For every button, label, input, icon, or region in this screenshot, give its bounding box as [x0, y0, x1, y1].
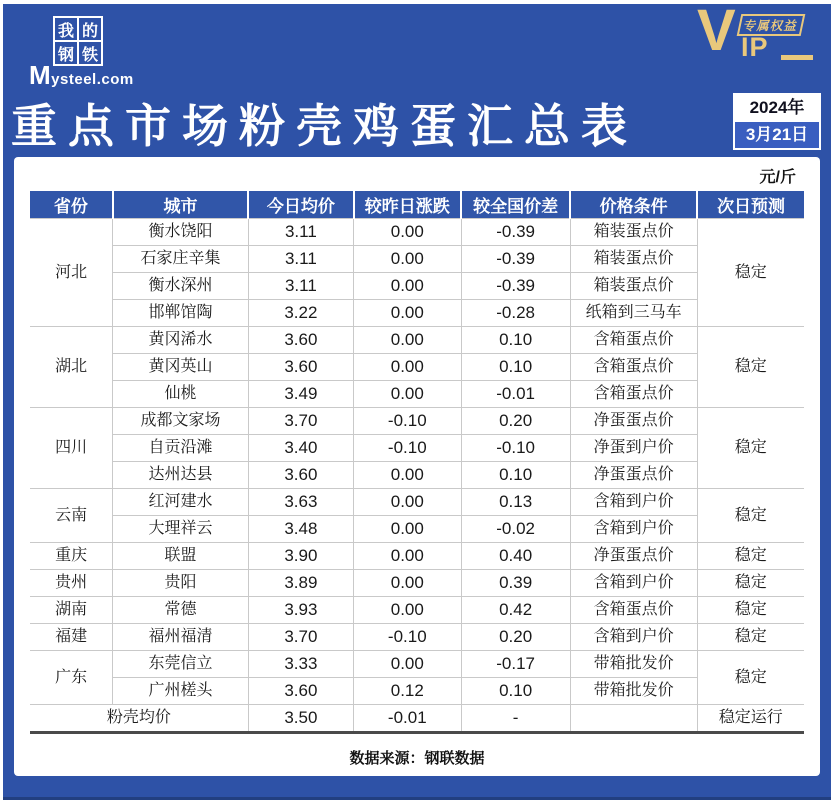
- avg-price-cell: 3.60: [248, 354, 353, 381]
- price-condition-cell: 含箱蛋点价: [570, 327, 697, 354]
- province-cell: 四川: [30, 408, 113, 489]
- page-background: [3, 0, 831, 800]
- city-cell: 自贡沿滩: [113, 435, 248, 462]
- avg-price-cell: 3.40: [248, 435, 353, 462]
- province-cell: 云南: [30, 489, 113, 543]
- table-wrapper: [30, 191, 804, 734]
- city-cell: 衡水深州: [113, 273, 248, 300]
- day-change-cell: -0.01: [354, 705, 462, 732]
- province-cell: 河北: [30, 219, 113, 327]
- price-condition-cell: [570, 705, 697, 732]
- avg-price-cell: 3.11: [248, 273, 353, 300]
- avg-price-cell: 3.49: [248, 381, 353, 408]
- column-header-3: 较昨日涨跌: [354, 191, 462, 219]
- day-change-cell: 0.00: [354, 462, 462, 489]
- table-row: [30, 597, 804, 624]
- city-cell: 黄冈浠水: [113, 327, 248, 354]
- logo-grid: [53, 16, 103, 66]
- price-condition-cell: 含箱到户价: [570, 570, 697, 597]
- day-change-cell: 0.00: [354, 651, 462, 678]
- vip-v-letter: V: [697, 0, 736, 63]
- price-condition-cell: 含箱蛋点价: [570, 381, 697, 408]
- price-condition-cell: 净蛋蛋点价: [570, 543, 697, 570]
- province-cell: 湖南: [30, 597, 113, 624]
- table-row: [30, 489, 804, 516]
- column-header-6: 次日预测: [697, 191, 804, 219]
- price-condition-cell: 箱装蛋点价: [570, 219, 697, 246]
- day-change-cell: 0.00: [354, 327, 462, 354]
- price-table: [30, 191, 804, 731]
- price-condition-cell: 纸箱到三马车: [570, 300, 697, 327]
- avg-price-cell: 3.63: [248, 489, 353, 516]
- day-change-cell: 0.00: [354, 273, 462, 300]
- avg-price-cell: 3.48: [248, 516, 353, 543]
- table-row: [30, 435, 804, 462]
- price-condition-cell: 含箱到户价: [570, 624, 697, 651]
- day-change-cell: 0.00: [354, 570, 462, 597]
- forecast-cell: 稳定: [697, 543, 804, 570]
- column-header-2: 今日均价: [248, 191, 353, 219]
- table-row: [30, 678, 804, 705]
- province-cell: 广东: [30, 651, 113, 705]
- logo-domain-text: Mysteel.com: [29, 60, 134, 90]
- day-change-cell: 0.00: [354, 543, 462, 570]
- price-condition-cell: 箱装蛋点价: [570, 273, 697, 300]
- city-cell: 达州达县: [113, 462, 248, 489]
- national-diff-cell: 0.20: [461, 624, 570, 651]
- city-cell: 广州槎头: [113, 678, 248, 705]
- column-header-0: 省份: [30, 191, 113, 219]
- city-cell: 贵阳: [113, 570, 248, 597]
- table-header-row: [30, 191, 804, 219]
- table-row: [30, 570, 804, 597]
- forecast-cell: 稳定: [697, 651, 804, 705]
- day-change-cell: -0.10: [354, 408, 462, 435]
- national-diff-cell: 0.42: [461, 597, 570, 624]
- column-header-5: 价格条件: [570, 191, 697, 219]
- city-cell: 常德: [113, 597, 248, 624]
- national-diff-cell: -0.39: [461, 219, 570, 246]
- table-row: [30, 624, 804, 651]
- province-cell: 贵州: [30, 570, 113, 597]
- national-diff-cell: 0.13: [461, 489, 570, 516]
- vip-ip-letters: IP: [741, 32, 769, 62]
- table-row: [30, 516, 804, 543]
- national-diff-cell: -0.39: [461, 246, 570, 273]
- column-header-4: 较全国价差: [461, 191, 570, 219]
- avg-price-cell: 3.90: [248, 543, 353, 570]
- city-cell: 大理祥云: [113, 516, 248, 543]
- forecast-cell: 稳定: [697, 408, 804, 489]
- forecast-cell: 稳定: [697, 489, 804, 543]
- logo-char: 钢: [55, 42, 77, 64]
- avg-price-cell: 3.22: [248, 300, 353, 327]
- national-diff-cell: -0.01: [461, 381, 570, 408]
- forecast-cell: 稳定运行: [697, 705, 804, 732]
- date-day: 3月21日: [735, 122, 819, 148]
- day-change-cell: -0.10: [354, 435, 462, 462]
- table-row: [30, 327, 804, 354]
- price-condition-cell: 含箱到户价: [570, 489, 697, 516]
- city-cell: 衡水饶阳: [113, 219, 248, 246]
- price-condition-cell: 带箱批发价: [570, 651, 697, 678]
- forecast-cell: 稳定: [697, 327, 804, 408]
- page-title: 重点市场粉壳鸡蛋汇总表: [11, 100, 638, 152]
- day-change-cell: 0.00: [354, 300, 462, 327]
- price-condition-cell: 净蛋到户价: [570, 435, 697, 462]
- table-row: [30, 273, 804, 300]
- vip-underline: [781, 55, 813, 60]
- vip-tagline: 专属权益: [737, 14, 806, 36]
- day-change-cell: -0.10: [354, 624, 462, 651]
- city-cell: 石家庄辛集: [113, 246, 248, 273]
- national-diff-cell: -0.10: [461, 435, 570, 462]
- logo-char: 我: [55, 18, 77, 40]
- national-diff-cell: 0.10: [461, 462, 570, 489]
- logo-char: 的: [79, 18, 101, 40]
- price-condition-cell: 箱装蛋点价: [570, 246, 697, 273]
- day-change-cell: 0.00: [354, 354, 462, 381]
- avg-price-cell: 3.60: [248, 327, 353, 354]
- city-cell: 东莞信立: [113, 651, 248, 678]
- province-cell: 福建: [30, 624, 113, 651]
- logo-char: 铁: [79, 42, 101, 64]
- national-diff-cell: 0.39: [461, 570, 570, 597]
- national-diff-cell: 0.20: [461, 408, 570, 435]
- province-cell: 湖北: [30, 327, 113, 408]
- table-row: [30, 381, 804, 408]
- data-source-note: 数据来源：钢联数据: [349, 750, 485, 767]
- avg-price-cell: 3.11: [248, 219, 353, 246]
- avg-price-cell: 3.60: [248, 678, 353, 705]
- unit-label: 元/斤: [759, 169, 796, 186]
- avg-price-cell: 3.60: [248, 462, 353, 489]
- avg-price-cell: 3.70: [248, 624, 353, 651]
- avg-price-cell: 3.50: [248, 705, 353, 732]
- table-row: [30, 543, 804, 570]
- day-change-cell: 0.00: [354, 246, 462, 273]
- date-year: 2024年: [735, 95, 819, 120]
- city-cell: 红河建水: [113, 489, 248, 516]
- table-card: [14, 157, 820, 776]
- price-condition-cell: 含箱蛋点价: [570, 597, 697, 624]
- avg-price-cell: 3.93: [248, 597, 353, 624]
- city-cell: 邯郸馆陶: [113, 300, 248, 327]
- city-cell: 福州福清: [113, 624, 248, 651]
- national-diff-cell: -0.17: [461, 651, 570, 678]
- price-condition-cell: 净蛋蛋点价: [570, 408, 697, 435]
- national-diff-cell: -0.39: [461, 273, 570, 300]
- national-diff-cell: 0.40: [461, 543, 570, 570]
- forecast-cell: 稳定: [697, 624, 804, 651]
- date-box: [733, 93, 821, 150]
- avg-price-cell: 3.11: [248, 246, 353, 273]
- national-diff-cell: -: [461, 705, 570, 732]
- price-condition-cell: 净蛋蛋点价: [570, 462, 697, 489]
- avg-price-cell: 3.89: [248, 570, 353, 597]
- table-row: [30, 651, 804, 678]
- national-diff-cell: -0.28: [461, 300, 570, 327]
- vip-badge: [697, 0, 819, 68]
- day-change-cell: 0.12: [354, 678, 462, 705]
- day-change-cell: 0.00: [354, 597, 462, 624]
- national-diff-cell: -0.02: [461, 516, 570, 543]
- forecast-cell: 稳定: [697, 597, 804, 624]
- table-row: [30, 408, 804, 435]
- price-condition-cell: 带箱批发价: [570, 678, 697, 705]
- table-row: [30, 246, 804, 273]
- national-diff-cell: 0.10: [461, 354, 570, 381]
- avg-price-cell: 3.33: [248, 651, 353, 678]
- national-diff-cell: 0.10: [461, 327, 570, 354]
- national-diff-cell: 0.10: [461, 678, 570, 705]
- column-header-1: 城市: [113, 191, 248, 219]
- forecast-cell: 稳定: [697, 219, 804, 327]
- table-row: [30, 462, 804, 489]
- city-cell: 联盟: [113, 543, 248, 570]
- day-change-cell: 0.00: [354, 381, 462, 408]
- day-change-cell: 0.00: [354, 516, 462, 543]
- price-condition-cell: 含箱到户价: [570, 516, 697, 543]
- table-row: [30, 300, 804, 327]
- city-cell: 仙桃: [113, 381, 248, 408]
- forecast-cell: 稳定: [697, 570, 804, 597]
- mysteel-logo: [29, 16, 149, 91]
- avg-price-cell: 3.70: [248, 408, 353, 435]
- city-cell: 成都文家场: [113, 408, 248, 435]
- summary-label-cell: 粉壳均价: [30, 705, 248, 732]
- province-cell: 重庆: [30, 543, 113, 570]
- table-row: [30, 354, 804, 381]
- summary-row: [30, 705, 804, 732]
- table-row: [30, 219, 804, 246]
- city-cell: 黄冈英山: [113, 354, 248, 381]
- day-change-cell: 0.00: [354, 219, 462, 246]
- day-change-cell: 0.00: [354, 489, 462, 516]
- price-condition-cell: 含箱蛋点价: [570, 354, 697, 381]
